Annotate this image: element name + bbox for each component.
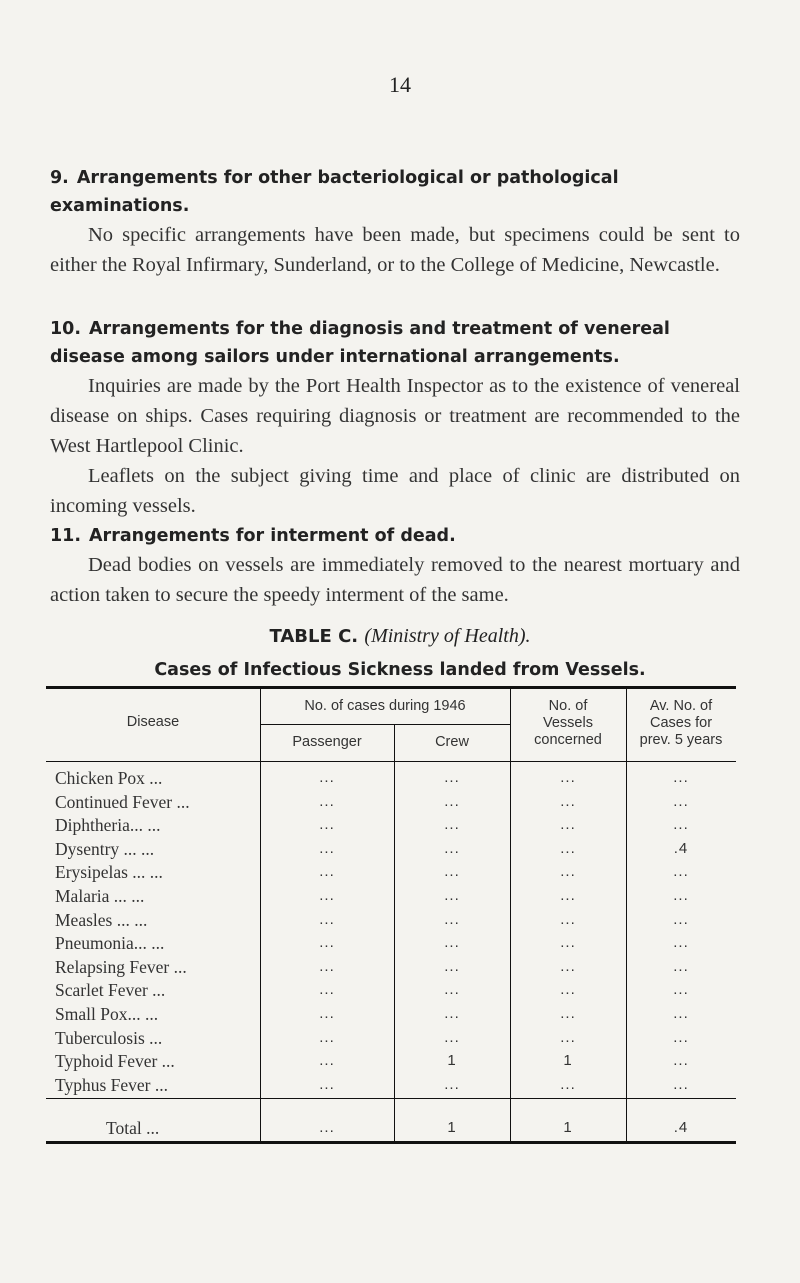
table-row bbox=[46, 1074, 736, 1096]
total-label: Total ... bbox=[106, 1118, 160, 1138]
table-row bbox=[46, 909, 736, 931]
crew-cell: ... bbox=[444, 887, 460, 904]
crew-cell: ... bbox=[444, 934, 460, 952]
page-number: 14 bbox=[389, 72, 411, 97]
crew-cell: ... bbox=[444, 1075, 460, 1093]
average-cell: ... bbox=[673, 887, 689, 904]
passenger-cell: ... bbox=[319, 792, 335, 810]
crew-cell: ... bbox=[444, 792, 460, 810]
passenger-cell: ... bbox=[319, 839, 335, 857]
passenger-cell: ... bbox=[319, 1119, 335, 1136]
vessels-cell: ... bbox=[560, 769, 576, 786]
vessels-cell: ... bbox=[560, 1005, 576, 1022]
header-disease: Disease bbox=[126, 714, 180, 730]
header-vessels-line: concerned bbox=[534, 732, 602, 748]
vessels-cell: ... bbox=[560, 839, 576, 857]
section-number: 10. bbox=[50, 319, 82, 339]
disease-cell: Typhoid Fever ... bbox=[55, 1051, 175, 1072]
passenger-cell: ... bbox=[319, 957, 335, 975]
average-cell: ... bbox=[673, 769, 689, 786]
header-crew: Crew bbox=[435, 734, 469, 750]
header-average-line: prev. 5 years bbox=[639, 732, 723, 748]
section-title: Arrangements for the diagnosis and treatment of venereal disease among sailors under international arrangements. bbox=[50, 319, 670, 367]
passenger-cell: ... bbox=[319, 1052, 335, 1070]
header-average bbox=[626, 698, 736, 749]
table-row bbox=[46, 1050, 736, 1072]
table-title-main: TABLE C. bbox=[269, 626, 359, 647]
average-cell: ... bbox=[673, 1075, 689, 1093]
header-passenger: Passenger bbox=[292, 734, 362, 750]
vessels-cell: 1 bbox=[563, 1052, 573, 1070]
crew-cell: ... bbox=[444, 981, 460, 999]
vessels-cell: ... bbox=[560, 887, 576, 904]
passenger-cell: ... bbox=[319, 934, 335, 952]
average-cell: ... bbox=[673, 1052, 689, 1070]
paragraph: Inquiries are made by the Port Health Inspector as to the existence of venereal disease on ships. Cases requiring diagnosis or treatment are recommended to the West Hartlepool Clinic. bbox=[50, 375, 740, 457]
crew-cell: ... bbox=[444, 957, 460, 975]
disease-cell: Erysipelas ... ... bbox=[55, 862, 163, 883]
table-title bbox=[0, 625, 800, 648]
disease-cell: Diphtheria... ... bbox=[55, 815, 161, 836]
disease-cell: Pneumonia... ... bbox=[55, 933, 165, 954]
average-cell: ... bbox=[673, 910, 689, 928]
header-vessels-line: Vessels bbox=[543, 715, 593, 731]
passenger-cell: ... bbox=[319, 1075, 335, 1093]
passenger-cell: ... bbox=[319, 887, 335, 904]
crew-cell: ... bbox=[444, 839, 460, 857]
group-header-rule bbox=[260, 724, 510, 725]
vessels-cell: ... bbox=[560, 910, 576, 928]
table-row bbox=[46, 861, 736, 883]
vessels-cell: ... bbox=[560, 957, 576, 975]
table-row bbox=[46, 838, 736, 860]
vessels-cell: ... bbox=[560, 1028, 576, 1046]
table-subtitle: Cases of Infectious Sickness landed from Vessels. bbox=[154, 660, 646, 680]
crew-cell: ... bbox=[444, 1005, 460, 1022]
crew-cell: ... bbox=[444, 1028, 460, 1046]
vessels-cell: ... bbox=[560, 981, 576, 999]
passenger-cell: ... bbox=[319, 816, 335, 834]
section-heading bbox=[50, 164, 740, 220]
disease-cell: Tuberculosis ... bbox=[55, 1027, 163, 1048]
section-heading bbox=[50, 522, 740, 550]
average-cell: ... bbox=[673, 934, 689, 952]
vessels-cell: 1 bbox=[563, 1119, 573, 1136]
crew-cell: ... bbox=[444, 816, 460, 834]
table-row bbox=[46, 1003, 736, 1025]
vessels-cell: ... bbox=[560, 863, 576, 881]
header-average-line: Cases for bbox=[649, 715, 713, 731]
disease-cell: Relapsing Fever ... bbox=[55, 956, 187, 977]
table-row bbox=[46, 932, 736, 954]
total-rule bbox=[46, 1098, 736, 1099]
paragraph: Leaflets on the subject giving time and place of clinic are distributed on incoming vessels. bbox=[50, 465, 740, 517]
passenger-cell: ... bbox=[319, 769, 335, 786]
crew-cell: ... bbox=[444, 769, 460, 786]
vessels-cell: ... bbox=[560, 934, 576, 952]
average-cell: ... bbox=[673, 816, 689, 834]
disease-cell: Malaria ... ... bbox=[55, 886, 145, 906]
header-vessels-line: No. of bbox=[548, 698, 588, 714]
section-11 bbox=[50, 522, 740, 610]
average-cell: ... bbox=[673, 863, 689, 881]
table-top-rule bbox=[46, 686, 736, 689]
average-cell: .4 bbox=[673, 839, 689, 857]
section-9 bbox=[50, 164, 740, 280]
section-number: 11. bbox=[50, 526, 82, 546]
paragraph: Dead bodies on vessels are immediately removed to the nearest mortuary and action taken to secure the speedy interment of the same. bbox=[50, 554, 740, 606]
section-title: Arrangements for interment of dead. bbox=[89, 526, 456, 546]
average-cell: ... bbox=[673, 1005, 689, 1022]
crew-cell: 1 bbox=[447, 1052, 457, 1070]
table-row bbox=[46, 814, 736, 836]
disease-cell: Typhus Fever ... bbox=[55, 1074, 168, 1095]
average-cell: ... bbox=[673, 981, 689, 999]
average-cell: ... bbox=[673, 957, 689, 975]
passenger-cell: ... bbox=[319, 1005, 335, 1022]
table-row bbox=[46, 979, 736, 1001]
disease-cell: Small Pox... ... bbox=[55, 1004, 159, 1024]
vessels-cell: ... bbox=[560, 1075, 576, 1093]
crew-cell: ... bbox=[444, 910, 460, 928]
passenger-cell: ... bbox=[319, 910, 335, 928]
table-bottom-rule bbox=[46, 1141, 736, 1144]
section-heading bbox=[50, 315, 740, 371]
disease-cell: Measles ... ... bbox=[55, 909, 148, 930]
paragraph: No specific arrangements have been made, but specimens could be sent to either the Royal Infirmary, Sunderland, or to the College of Medicine, Newcastle. bbox=[50, 224, 740, 276]
vessels-cell: ... bbox=[560, 816, 576, 834]
crew-cell: ... bbox=[444, 863, 460, 881]
section-title: Arrangements for other bacteriological or pathological examinations. bbox=[50, 168, 619, 216]
table-row bbox=[46, 885, 736, 907]
table-row bbox=[46, 791, 736, 813]
table-row bbox=[46, 1027, 736, 1049]
passenger-cell: ... bbox=[319, 863, 335, 881]
vessels-cell: ... bbox=[560, 792, 576, 810]
disease-cell: Scarlet Fever ... bbox=[55, 980, 166, 1001]
table-title-note: (Ministry of Health). bbox=[364, 625, 531, 647]
table-row bbox=[46, 956, 736, 978]
table-row bbox=[46, 767, 736, 789]
header-bottom-rule bbox=[46, 761, 736, 762]
section-number: 9. bbox=[50, 168, 69, 188]
total-row bbox=[46, 1117, 736, 1139]
average-cell: .4 bbox=[673, 1119, 689, 1136]
average-cell: ... bbox=[673, 1028, 689, 1046]
header-vessels bbox=[510, 698, 626, 749]
crew-cell: 1 bbox=[447, 1119, 457, 1136]
average-cell: ... bbox=[673, 792, 689, 810]
passenger-cell: ... bbox=[319, 1028, 335, 1046]
disease-cell: Chicken Pox ... bbox=[55, 768, 163, 788]
header-average-line: Av. No. of bbox=[649, 698, 713, 714]
disease-cell: Continued Fever ... bbox=[55, 791, 190, 812]
section-10 bbox=[50, 315, 740, 521]
passenger-cell: ... bbox=[319, 981, 335, 999]
disease-cell: Dysentry ... ... bbox=[55, 838, 155, 859]
header-cases-group: No. of cases during 1946 bbox=[304, 698, 466, 714]
